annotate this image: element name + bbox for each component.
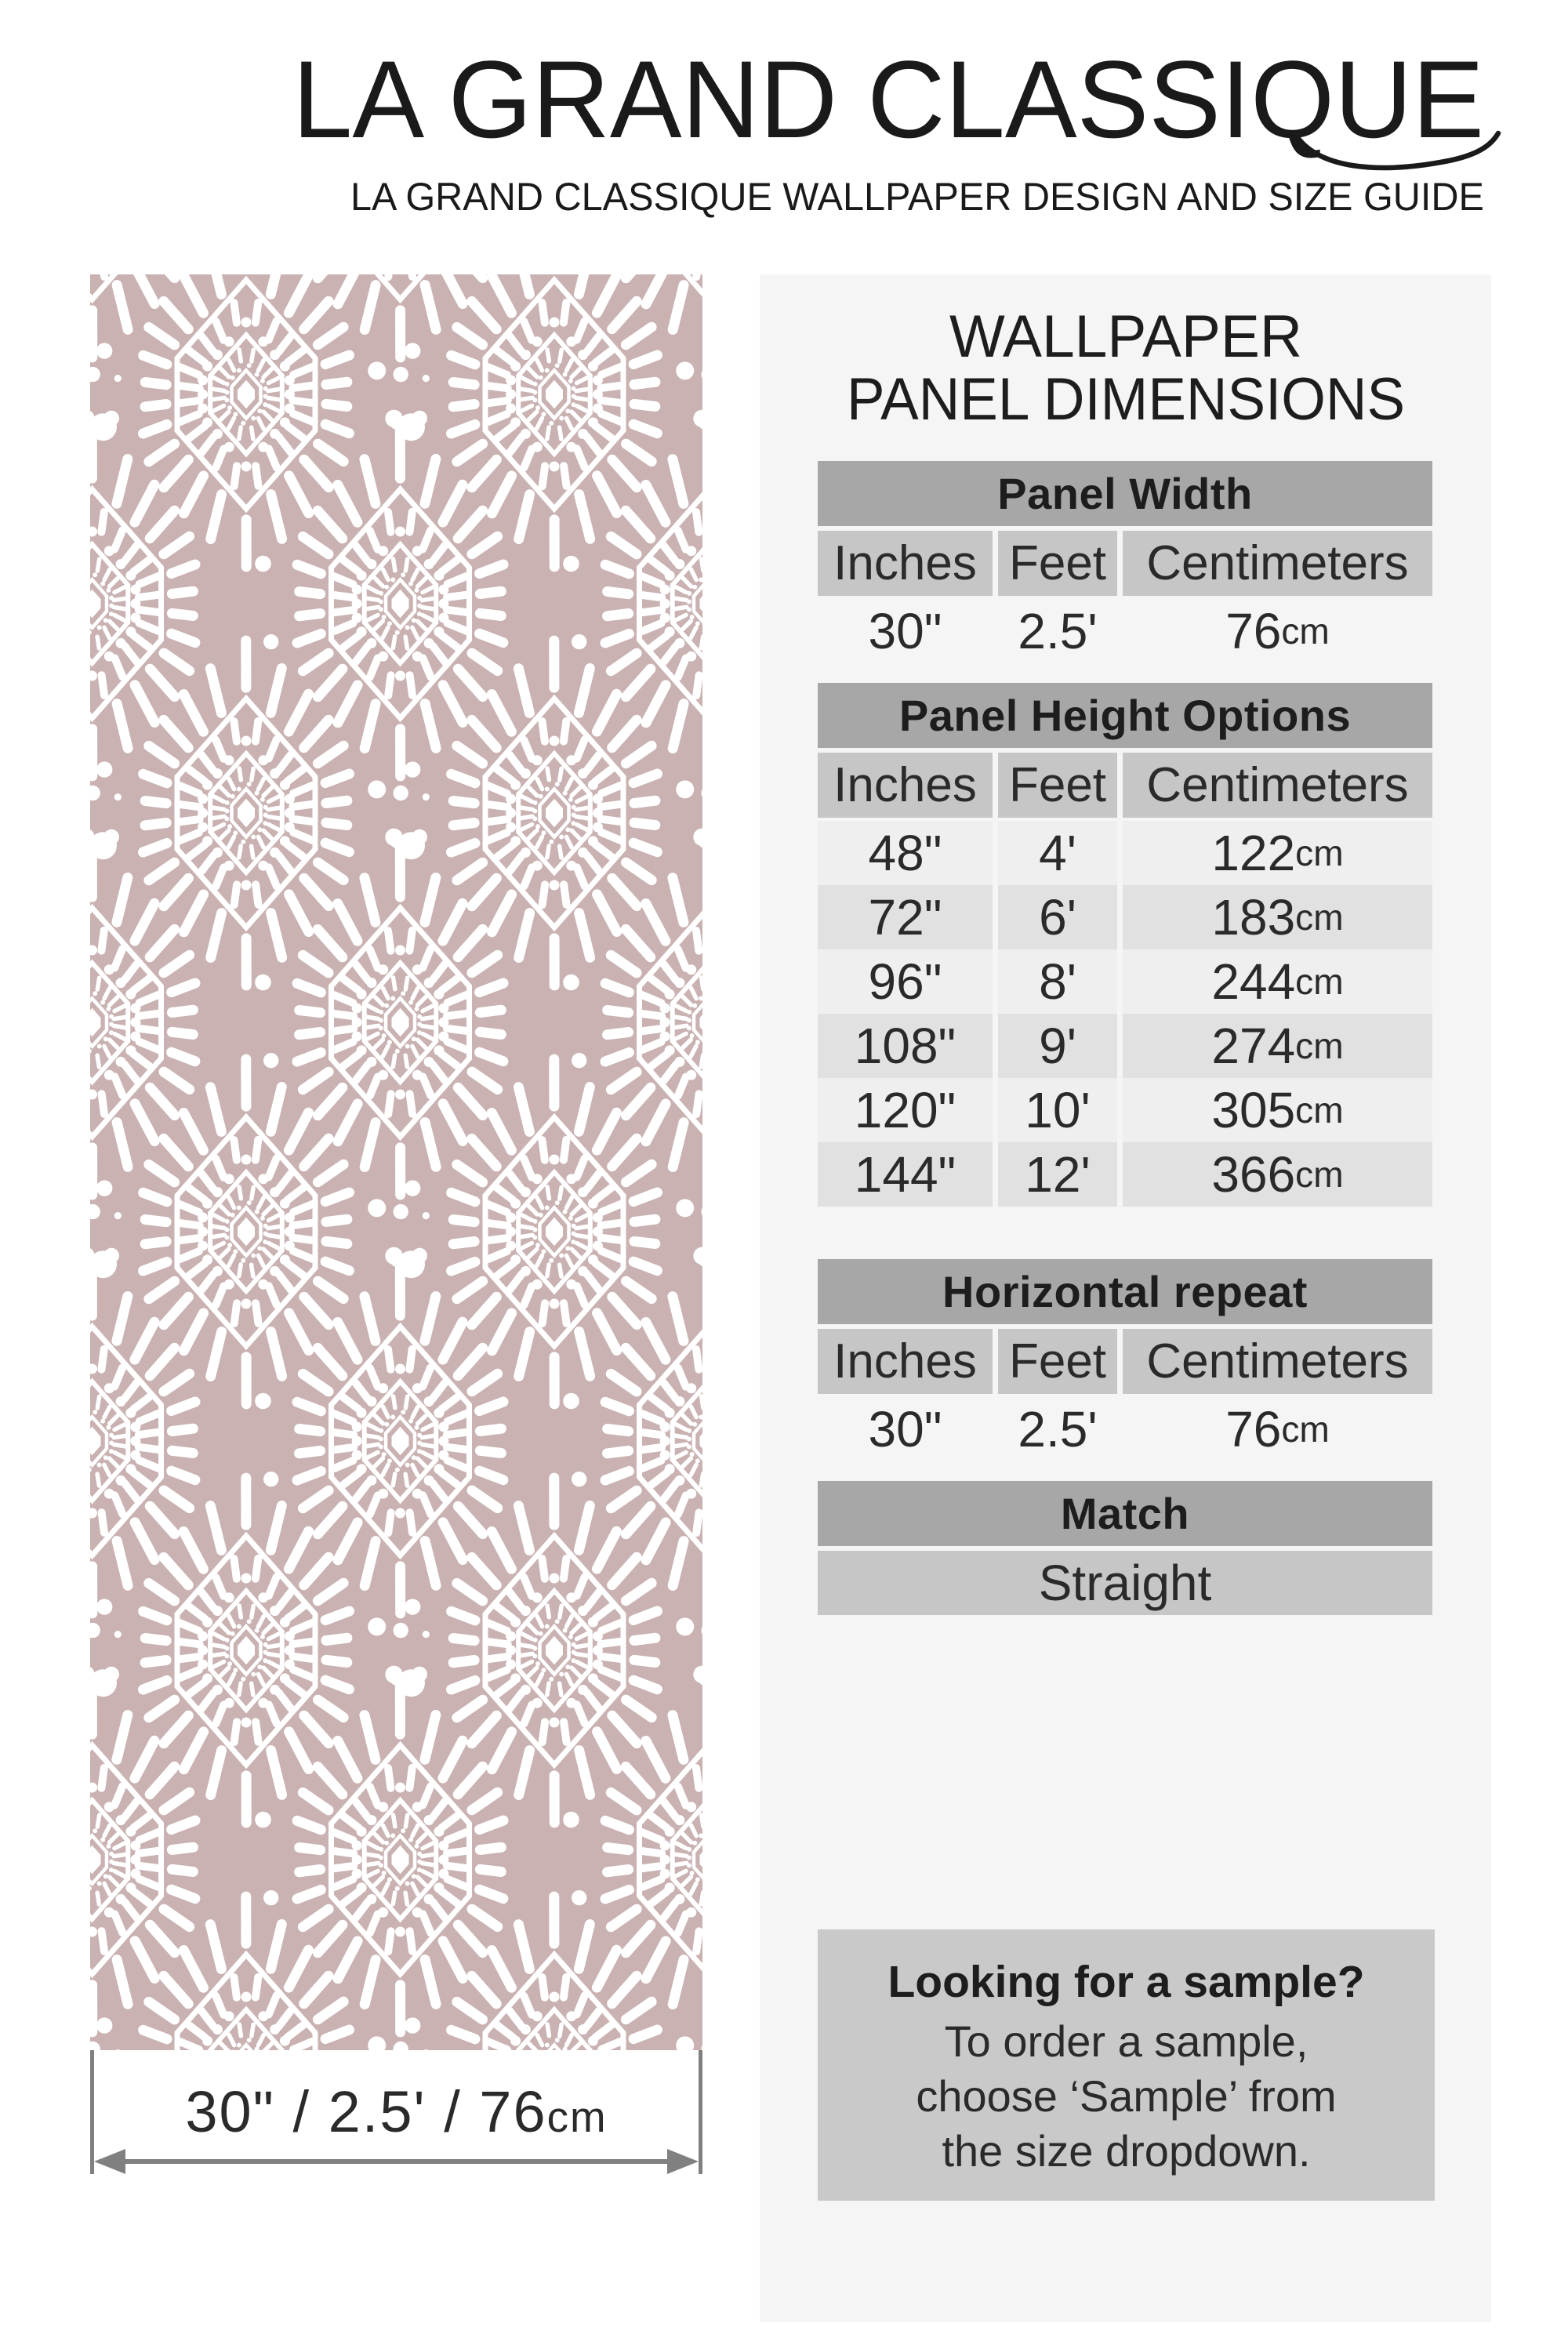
table-cell: 366 cm (1123, 1142, 1432, 1207)
table-cell: 2.5' (1018, 1401, 1098, 1457)
table-row (818, 1014, 1432, 1078)
column-header-row (818, 531, 1432, 596)
match-value: Straight (818, 1551, 1432, 1615)
column-header: Centimeters (1123, 531, 1432, 596)
table-cell: 2.5' (1018, 603, 1098, 659)
table-cell: 244 cm (1123, 949, 1432, 1014)
unit-label: cm (1281, 1409, 1330, 1450)
table-cell: 122 cm (1123, 821, 1432, 885)
table-cell: 8' (998, 949, 1117, 1014)
table-row (818, 1397, 1432, 1461)
table-cell: 10' (998, 1078, 1117, 1142)
section-horizontal-repeat (818, 1259, 1432, 1461)
panel-heading-line1: WALLPAPER (949, 303, 1302, 370)
section-panel-width (818, 461, 1432, 663)
unit-label: cm (1295, 961, 1344, 1002)
column-header: Inches (818, 1329, 993, 1394)
sample-box (818, 1929, 1435, 2201)
table-row (818, 885, 1432, 949)
dimension-label: 30" / 2.5' / 76cm (185, 2079, 608, 2144)
unit-label: cm (1295, 1090, 1344, 1131)
table-row (818, 949, 1432, 1014)
column-header: Centimeters (1123, 753, 1432, 818)
column-header: Inches (818, 753, 993, 818)
table-cell: 108" (818, 1014, 993, 1078)
column-header: Feet (998, 531, 1117, 596)
column-header-row (818, 753, 1432, 818)
panel-heading (760, 274, 1491, 443)
table-cell: 144" (818, 1142, 993, 1207)
brand-title: LA GRAND CLASSIQUE (292, 43, 1484, 161)
section-header: Panel Width (818, 461, 1432, 526)
table-row (818, 1078, 1432, 1142)
table-row (818, 599, 1432, 663)
section-panel-height-options (818, 683, 1432, 1207)
table-row (818, 821, 1432, 885)
sample-line: To order a sample, (944, 2016, 1308, 2066)
value-row (818, 1551, 1432, 1615)
sample-box-title: Looking for a sample? (887, 1957, 1365, 2007)
table-cell: 30" (868, 1401, 942, 1457)
sample-box-text (818, 2014, 1435, 2179)
table-cell: 120" (818, 1078, 993, 1142)
column-header: Inches (818, 531, 993, 596)
dimensions-panel (760, 274, 1491, 2322)
section-match (818, 1481, 1432, 1615)
column-header: Feet (998, 1329, 1117, 1394)
table-cell: 76 cm (1225, 603, 1330, 659)
unit-label: cm (1295, 897, 1344, 938)
wallpaper-swatch (90, 274, 702, 2050)
table-cell: 12' (998, 1142, 1117, 1207)
masthead (0, 43, 1568, 286)
unit-label: cm (1281, 611, 1330, 652)
table-cell: 305 cm (1123, 1078, 1432, 1142)
wallpaper-pattern (90, 274, 702, 2050)
column-header-row (818, 1329, 1432, 1394)
table-row (818, 1142, 1432, 1207)
unit-label: cm (546, 2092, 608, 2141)
table-cell: 274 cm (1123, 1014, 1432, 1078)
unit-label: cm (1295, 1154, 1344, 1195)
table-cell: 48" (818, 821, 993, 885)
dimension-tables (818, 461, 1432, 1615)
unit-label: cm (1295, 833, 1344, 873)
brand-subtitle: LA GRAND CLASSIQUE WALLPAPER DESIGN AND SIZE GUIDE (350, 175, 1484, 219)
table-cell: 30" (868, 603, 942, 659)
table-cell: 4' (998, 821, 1117, 885)
table-cell: 76 cm (1225, 1401, 1330, 1457)
panel-heading-line2: PANEL DIMENSIONS (847, 366, 1405, 433)
table-cell: 96" (818, 949, 993, 1014)
table-cell: 6' (998, 885, 1117, 949)
column-header: Feet (998, 753, 1117, 818)
unit-label: cm (1295, 1025, 1344, 1066)
double-arrow-icon (90, 2147, 702, 2176)
column-header: Centimeters (1123, 1329, 1432, 1394)
table-cell: 9' (998, 1014, 1117, 1078)
sample-line: choose ‘Sample’ from (916, 2071, 1337, 2121)
section-header: Horizontal repeat (818, 1259, 1432, 1324)
table-cell: 72" (818, 885, 993, 949)
table-cell: 183 cm (1123, 885, 1432, 949)
section-header: Match (818, 1481, 1432, 1546)
section-header: Panel Height Options (818, 683, 1432, 748)
sample-line: the size dropdown. (942, 2126, 1311, 2176)
width-dimension (90, 2050, 702, 2187)
